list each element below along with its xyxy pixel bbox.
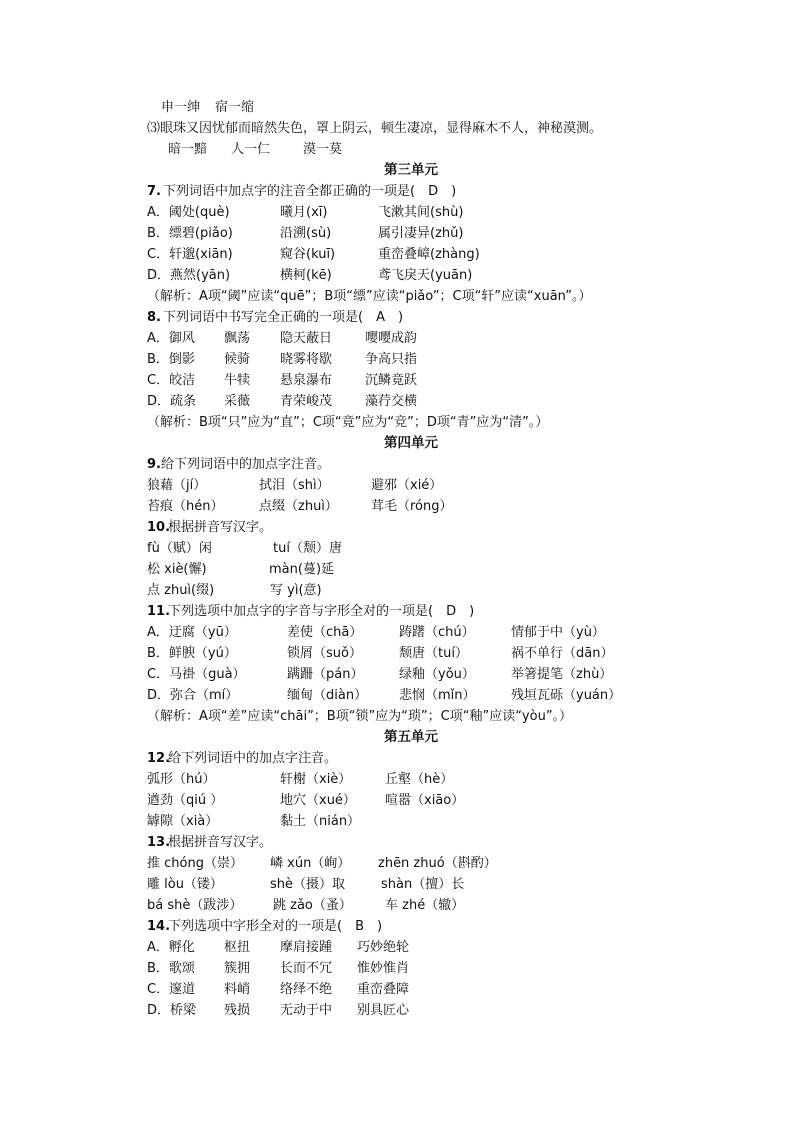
option-item: 惟妙惟肖 [357,961,410,976]
question-text: 下列选项中字形全对的一项是( B ) [168,919,383,934]
option-item: B．歌颂 [147,961,195,976]
answer-item: 跳 zǎo（蚤） [273,898,352,913]
question-number: 8. [147,310,161,325]
option-item: D．疏条 [147,394,197,409]
question-text: 根据拼音写汉字。 [168,520,273,535]
option-item: 巧妙绝轮 [357,940,410,955]
option-item: 长而不冗 [280,961,333,976]
analysis-text: （解析：A项“差”应读“chāi”；B项“锁”应为“琐”；C项“釉”应读“yòu”。） [147,709,573,724]
option-item: C．马褂（guà） [147,667,246,682]
question-number: 11. [147,604,171,619]
option-item: D．桥梁 [147,1003,197,1018]
question-text: 根据拼音写汉字。 [168,835,273,850]
answer-item: 茸毛（róng） [371,499,453,514]
option-item: 重峦叠障 [357,982,410,997]
option-item: 横柯(kē) [280,268,332,283]
answer-item: 雕 lòu（镂） [147,877,223,892]
answer-item: shè（摄）取 [270,877,346,892]
option-item: 采薇 [224,394,251,409]
option-item: 枢扭 [224,940,251,955]
option-item: 踌躇（chú） [399,625,475,640]
answer-item: 写 yì(意) [270,583,322,598]
option-item: 窥谷(kuī) [280,247,336,262]
answer-item: 黏土（nián） [280,814,361,829]
correction: 漠一莫 [303,142,343,157]
option-item: 曦月(xī) [280,205,328,220]
question-text: 下列词语中加点字的注音全都正确的一项是( D ) [163,184,457,199]
analysis-text: （解析：B项“只”应为“直”；C项“竟”应为“竞”；D项“青”应为“清”。） [147,415,549,430]
option-item: B．缥碧(piǎo) [147,226,233,241]
correction: 申一绅 [161,100,201,115]
option-item: 悲悯（mǐn） [399,688,476,703]
option-item: 青荣峻茂 [280,394,333,409]
unit-title: 第四单元 [384,435,438,451]
answer-item: 弧形（hú） [147,772,216,787]
option-item: 飞漱其间(shù) [378,205,464,220]
option-item: 缅甸（diàn） [287,688,368,703]
option-item: 料峭 [224,982,251,997]
question-text: 下列选项中加点字的字音与字形全对的一项是( D ) [168,604,475,619]
option-item: 残垣瓦砾（yuán） [511,688,622,703]
option-item: 重峦叠嶂(zhàng) [378,247,480,262]
question-number: 14. [147,919,171,934]
option-item: 鸢飞戾天(yuān) [378,268,473,283]
answer-item: zhēn zhuó（斟酌） [378,856,497,871]
answer-item: 车 zhé（辙） [385,898,465,913]
option-item: 蹒跚（pán） [287,667,364,682]
answer-item: màn(蔓)延 [269,562,335,577]
option-item: 沉鳞竟跃 [365,373,418,388]
option-item: C．轩邈(xiān) [147,247,233,262]
answer-item: 罅隙（xià） [147,814,219,829]
question-number: 12. [147,751,171,766]
option-item: 簇拥 [224,961,251,976]
option-item: 候骑 [224,352,251,367]
answer-item: 避邪（xié） [371,478,443,493]
option-item: 举箸提笔（zhù） [511,667,613,682]
option-item: B．倒影 [147,352,195,367]
option-item: 情郁于中（yù） [511,625,605,640]
answer-item: 遒劲（qiú ） [147,793,224,808]
question-number: 9. [147,457,161,472]
option-item: 颓唐（tuí） [399,646,468,661]
option-item: C．邃道 [147,982,196,997]
option-item: 锁屑（suǒ） [287,646,362,661]
analysis-text: （解析：A项“阈”应读“quē”；B项“缥”应读“piǎo”；C项“轩”应读“xuān”。） [147,289,592,304]
option-item: 祸不单行（dān） [511,646,614,661]
answer-item: 点 zhuì(缀) [147,583,215,598]
option-item: A．孵化 [147,940,195,955]
option-item: 属引凄异(zhǔ) [378,226,464,241]
answer-item: bá shè（跋涉） [147,898,243,913]
answer-item: 嶙 xún（峋） [270,856,351,871]
option-item: 残损 [224,1003,251,1018]
question-text: 给下列词语中的加点字注音。 [161,457,331,472]
option-item: 络绎不绝 [280,982,333,997]
answer-item: 苔痕（hén） [147,499,224,514]
question-number: 7. [147,184,161,199]
option-item: 别具匠心 [357,1003,410,1018]
question-text: 给下列词语中的加点字注音。 [168,751,338,766]
question-number: 10. [147,520,171,535]
correction: 人一仁 [231,142,271,157]
answer-item: tuí（颓）唐 [273,541,342,556]
unit-title: 第五单元 [384,729,438,745]
answer-item: 松 xiè(懈) [147,562,207,577]
option-item: D．燕然(yān) [147,268,231,283]
correction: 暗一黯 [168,142,208,157]
option-item: 争高只指 [365,352,418,367]
option-item: 绿釉（yǒu） [399,667,475,682]
answer-item: 狼藉（jí） [147,478,207,493]
question-number: 13. [147,835,171,850]
answer-item: 地穴（xué） [280,793,356,808]
option-item: B．鲜腴（yú） [147,646,237,661]
option-item: 嘤嘤成韵 [365,331,418,346]
option-item: 无动于中 [280,1003,333,1018]
answer-item: fù（赋）闲 [147,541,212,556]
answer-item: 拭泪（shì） [259,478,330,493]
sentence-3: ⑶眼珠又因忧郁而暗然失色，罩上阴云，顿生凄凉，显得麻木不人，神秘漠测。 [147,121,603,136]
option-item: 晓雾将歇 [280,352,333,367]
answer-item: 喧嚣（xiāo） [385,793,465,808]
answer-item: 丘壑（hè） [385,772,454,787]
correction: 宿一缩 [215,100,255,115]
question-text: 下列词语中书写完全正确的一项是( A ) [163,310,404,325]
option-item: A．御风 [147,331,195,346]
option-item: A．迂腐（yū） [147,625,237,640]
option-item: A．阈处(què) [147,205,230,220]
option-item: 飘荡 [224,331,251,346]
answer-item: 推 chóng（崇） [147,856,243,871]
answer-item: 点缀（zhuì） [259,499,338,514]
option-item: 摩肩接踵 [280,940,333,955]
option-item: 藻荇交横 [365,394,418,409]
unit-title: 第三单元 [384,162,438,178]
option-item: 隐天蔽日 [280,331,333,346]
option-item: 沿溯(sù) [280,226,332,241]
option-item: D．弥合（mí） [147,688,239,703]
option-item: 差使（chā） [287,625,363,640]
answer-item: shàn（擅）长 [381,877,465,892]
option-item: 牛犊 [224,373,251,388]
option-item: 悬泉瀑布 [280,373,333,388]
option-item: C．皎洁 [147,373,196,388]
answer-item: 轩榭（xiè） [280,772,352,787]
